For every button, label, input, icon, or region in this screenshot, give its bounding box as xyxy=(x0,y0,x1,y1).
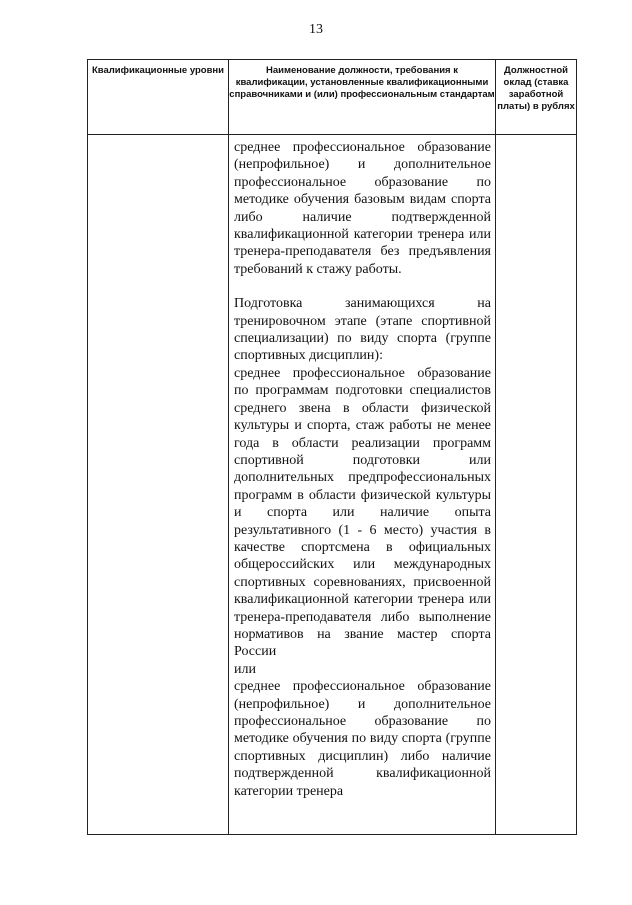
salary-cell xyxy=(496,135,577,835)
paragraph-or: или xyxy=(234,661,256,677)
header-salary: Должностной оклад (ставка заработной платы) в рублях xyxy=(496,60,577,135)
header-qualification-levels: Квалификационные уровни xyxy=(88,60,229,135)
page-number: 13 xyxy=(309,22,323,37)
table-header-row xyxy=(88,60,577,135)
paragraph-alternative-education: среднее профессиональное образование (непрофильное) и дополнительное профессиональное образование по методике обучения по виду спорта (группе спортивных дисциплин) либо наличие подтвержденной квалификационной категории тренера xyxy=(234,679,491,799)
header-position-requirements: Наименование должности, требования к квалификации, установленные квалификационными справочниками и (или) профессиональным стандартам xyxy=(229,60,496,135)
paragraph-nonspecialized-education: среднее профессиональное образование (непрофильное) и дополнительное профессиональное образование по методике обучения базовым видам спорта либо наличие подтвержденной квалификационной категории тренера или тренера-преподавателя без предъявления требований к стажу работы. xyxy=(234,140,491,277)
paragraph-secondary-education: среднее профессиональное образование по программам подготовки специалистов среднего звена в области физической культуры и спорта, стаж работы не менее года в области реализации программ спортивной подготовки или дополнительных предпрофессиональных программ в области физической культуры и спорта или наличие опыта результативного (1 - 6 место) участия в качестве спортсмена в официальных общероссийских или международных спортивных соревнованиях, присвоенной квалификационной категории тренера или тренера-преподавателя либо выполнение нормативов на звание мастер спорта России xyxy=(234,365,491,660)
qualification-level-cell xyxy=(88,135,229,835)
paragraph-training-stage: Подготовка занимающихся на тренировочном этапе (этапе спортивной специализации) по виду спорта (группе спортивных дисциплин): xyxy=(234,296,491,364)
qualification-table xyxy=(87,59,577,835)
requirements-cell xyxy=(229,135,496,835)
table-row xyxy=(88,135,577,835)
